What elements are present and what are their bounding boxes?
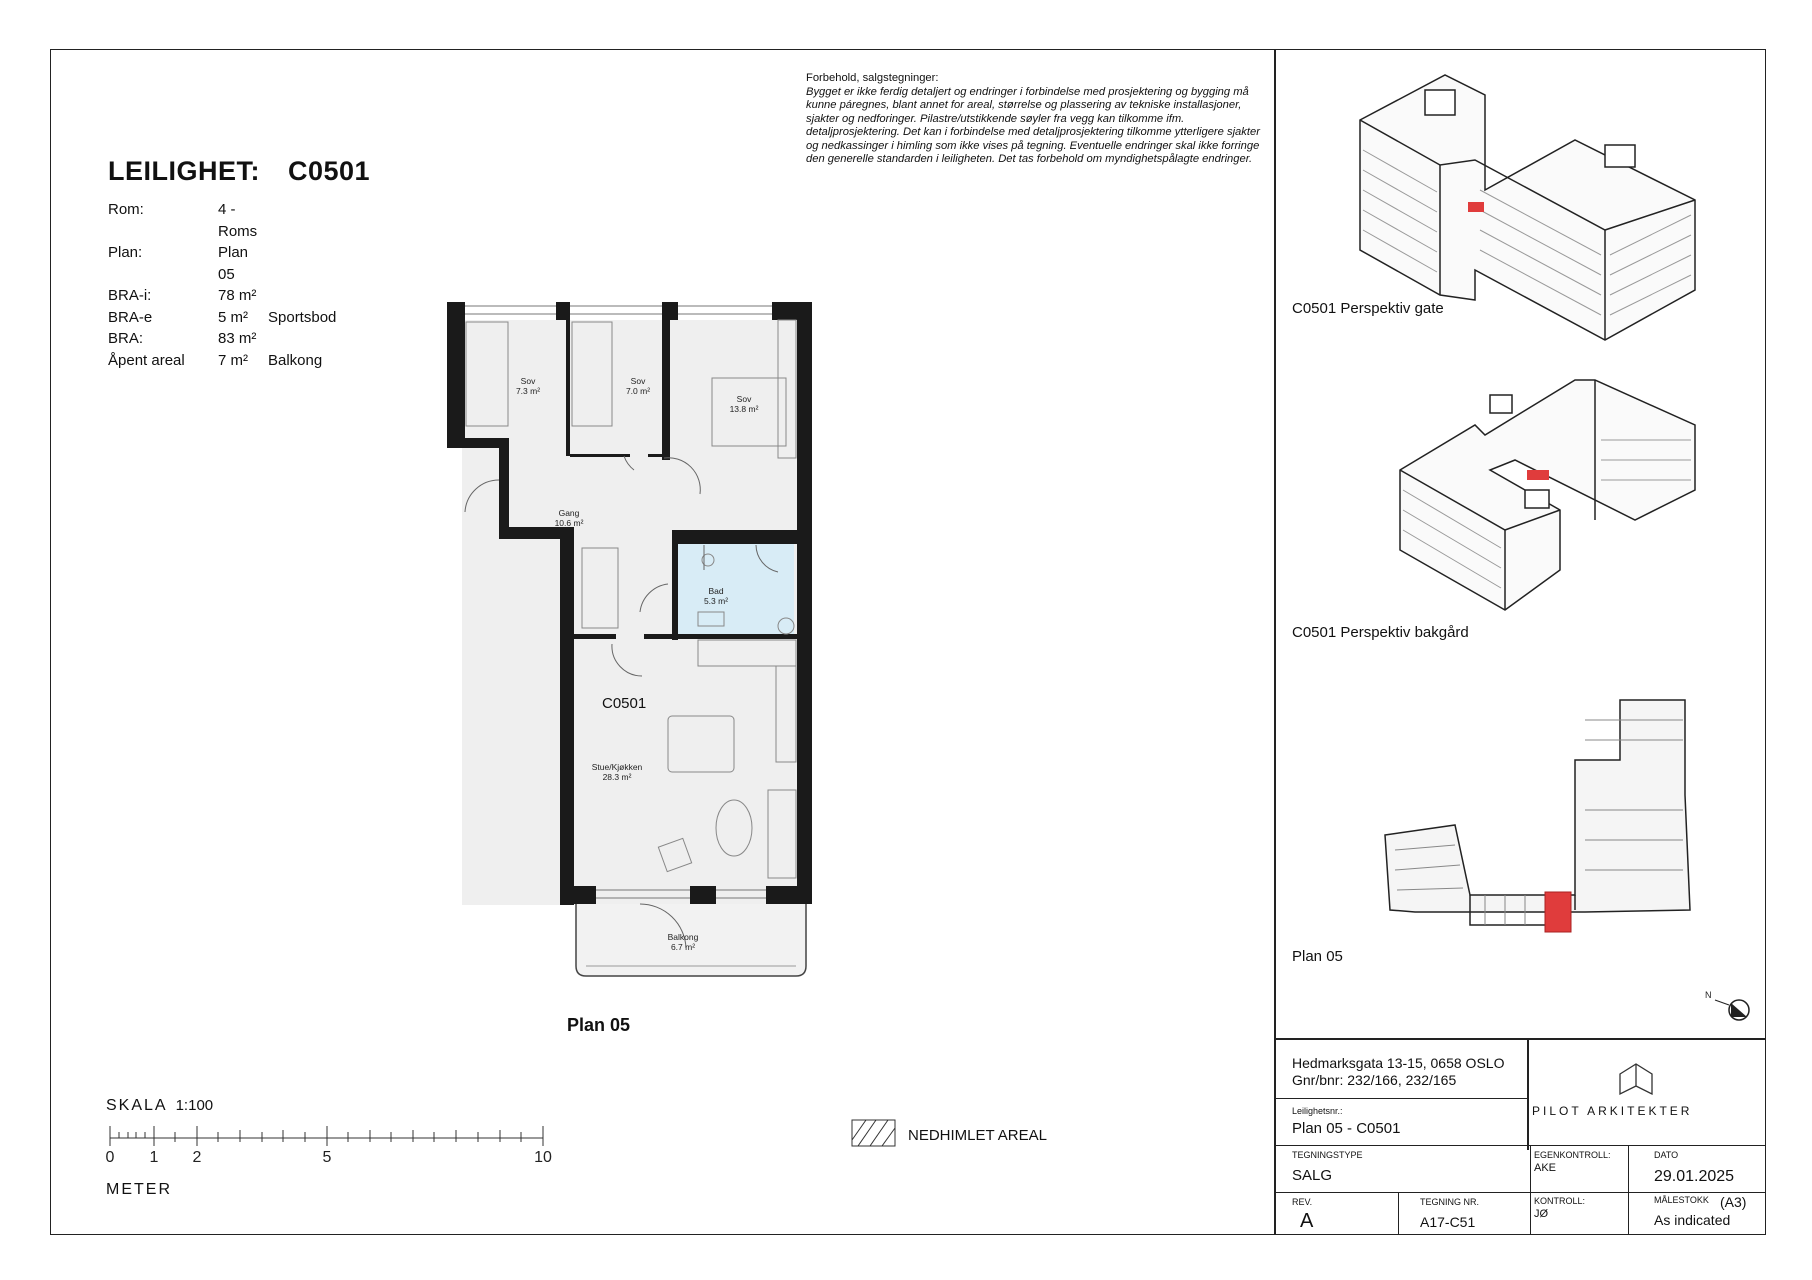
scale-tick-labels [106, 1149, 552, 1166]
info-value: 78 m² [218, 287, 257, 304]
title-block-divider [1398, 1192, 1399, 1235]
room-label-stue: Stue/Kjøkken [591, 762, 643, 772]
info-value: 7 m² [218, 351, 248, 369]
room-label-bad: Bad [708, 586, 724, 596]
perspective-illustrations [1275, 50, 1765, 1040]
info-key: Plan: [108, 244, 143, 261]
room-area-gang: 10.6 m² [554, 518, 584, 528]
title-block-divider [1628, 1145, 1629, 1235]
project-gnr: Gnr/bnr: 232/166, 232/165 [1292, 1072, 1457, 1088]
plan-caption: Plan 05 [567, 1015, 631, 1035]
room-area-balkong: 6.7 m² [670, 942, 696, 952]
room-area-stue: 28.3 m² [602, 772, 632, 782]
tegningstype-label: TEGNINGSTYPE [1292, 1150, 1363, 1160]
pilot-logo-icon [1618, 1062, 1654, 1096]
malestokk-value: As indicated [1654, 1212, 1731, 1228]
room-label-sov2: Sov [630, 376, 646, 386]
perspective-gate-label: C0501 Perspektiv gate [1292, 300, 1444, 317]
project-address: Hedmarksgata 13-15, 0658 OSLO [1292, 1055, 1505, 1071]
tegningstype-value: SALG [1292, 1167, 1333, 1184]
scale-bar [110, 1126, 543, 1146]
room-label-balkong: Balkong [667, 932, 699, 942]
info-value: 5 m² [218, 308, 248, 326]
title-block-divider [1274, 1192, 1766, 1193]
rev-label: REV. [1292, 1197, 1313, 1207]
info-value: 83 m² [218, 330, 257, 347]
svg-text:N: N [1705, 990, 1712, 1000]
scale-title-label: SKALA [106, 1097, 168, 1114]
perspective-bakgard-label: C0501 Perspektiv bakgård [1292, 624, 1469, 641]
scale-ratio: 1:100 [175, 1097, 214, 1114]
tegning-nr-value: A17-C51 [1420, 1214, 1476, 1230]
room-area-sov3: 13.8 m² [729, 404, 759, 414]
highlight-unit-bakgard [1527, 470, 1549, 480]
perspective-bakgard-illustration [1400, 380, 1695, 610]
legend-hatch-swatch [852, 1120, 895, 1146]
company-name: PILOT ARKITEKTER [1532, 1104, 1693, 1118]
info-extra: Sportsbod [268, 308, 337, 326]
info-key: BRA-e [108, 308, 153, 326]
info-value: 4 - Roms [218, 201, 258, 240]
egenkontroll-label: EGENKONTROLL: [1534, 1150, 1611, 1160]
info-key: Rom: [108, 201, 144, 218]
room-area-sov2: 7.0 m² [625, 386, 651, 396]
title-block-divider [1527, 1038, 1529, 1150]
room-area-bad: 5.3 m² [703, 596, 729, 606]
highlight-unit-gate [1468, 202, 1484, 212]
north-arrow-icon [1705, 990, 1749, 1020]
scale-tick: 0 [105, 1149, 115, 1166]
scale-title [106, 1097, 213, 1115]
scale-tick: 10 [534, 1149, 552, 1166]
scale-tick: 1 [149, 1149, 159, 1166]
kontroll-value: JØ [1534, 1208, 1549, 1220]
room-label-sov1: Sov [520, 376, 536, 386]
disclaimer-body: Bygget er ikke ferdig detaljert og endringer i forbindelse med prosjektering og bygging må kunne páregnes, blant annet for areal, størrelse og plassering av tekniske installasjoner, sjakter og nedforinger. Pilastre/utstikkende søyler fra vegg kan tilkomme ifm. detaljprosjektering. Det kan i forbindelse med detaljprosjektering tilkomme ytterligere sjakter og nedkassinger i himling som ikke vises på tegning. Eventuelle endringer skal ikke forringe den generelle standarden i leiligheten. Det tas forbehold om myndighetspålagte endringer. [806, 85, 1260, 165]
scale-tick: 2 [192, 1149, 202, 1166]
info-key: Åpent areal [108, 351, 185, 369]
rev-value: A [1300, 1210, 1314, 1232]
title-block-divider [1530, 1145, 1531, 1235]
key-plan-label: Plan 05 [1292, 948, 1343, 965]
info-extra: Balkong [268, 351, 323, 369]
info-key: BRA: [108, 330, 144, 347]
room-label-sov3: Sov [736, 394, 752, 404]
apartment-code: C0501 [288, 156, 371, 186]
kontroll-label: KONTROLL: [1534, 1196, 1586, 1206]
paper-format: (A3) [1720, 1194, 1747, 1210]
disclaimer-heading: Forbehold, salgstegninger: [806, 72, 939, 84]
info-value: Plan 05 [218, 244, 249, 283]
title-block-top-border [1274, 1038, 1766, 1040]
legend-label: NEDHIMLET AREAL [908, 1127, 1047, 1144]
dato-value: 29.01.2025 [1654, 1168, 1735, 1185]
unit-label: C0501 [602, 695, 647, 712]
scale-tick: 5 [322, 1149, 332, 1166]
egenkontroll-value: AKE [1534, 1162, 1557, 1174]
highlight-unit-key-plan [1545, 892, 1571, 932]
title-block-divider [1274, 1098, 1527, 1099]
apartment-title-label: LEILIGHET: [108, 156, 260, 186]
room-area-sov1: 7.3 m² [515, 386, 541, 396]
room-label-gang: Gang [558, 508, 580, 518]
info-key: BRA-i: [108, 287, 152, 304]
leilighetsnr-value: Plan 05 - C0501 [1292, 1120, 1401, 1137]
leilighetsnr-label: Leilighetsnr.: [1292, 1106, 1343, 1116]
malestokk-label: MÅLESTOKK [1654, 1195, 1709, 1205]
title-block-divider [1274, 1145, 1766, 1146]
tegning-nr-label: TEGNING NR. [1420, 1197, 1480, 1207]
scale-unit: METER [106, 1181, 172, 1198]
dato-label: DATO [1654, 1150, 1679, 1160]
key-plan-illustration [1385, 700, 1690, 925]
